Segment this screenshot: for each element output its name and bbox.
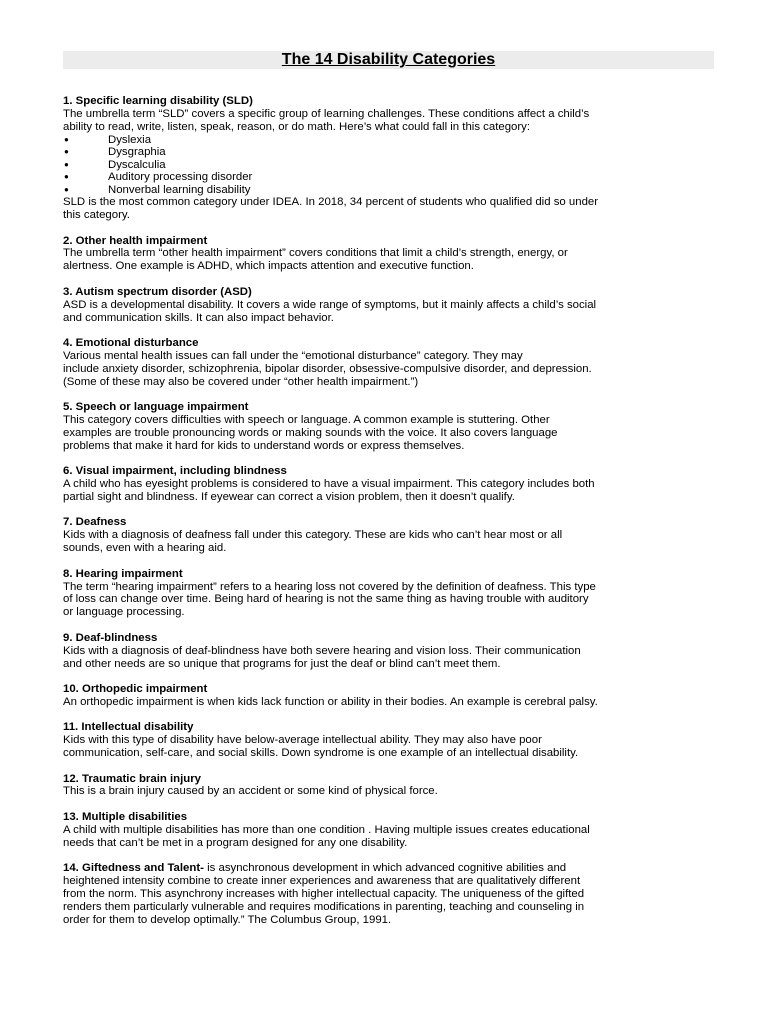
section-9 — [63, 632, 714, 671]
section-body: Various mental health issues can fall under the “emotional disturbance” category. They may include anxiety disorder, schizophrenia, bipolar disorder, obsessive-compulsive disorder, and depression. (Some of these may also be covered under “other health impairment.”) — [63, 349, 592, 388]
section-heading: 6. Visual impairment, including blindness — [63, 465, 287, 478]
list-item: ● Dyslexia — [64, 133, 152, 146]
section-body: An orthopedic impairment is when kids lack function or ability in their bodies. An example is cerebral palsy. — [63, 695, 598, 708]
bullet-icon: ● — [64, 184, 69, 194]
section-body: The umbrella term “SLD” covers a specific group of learning challenges. These conditions affect a child’s ability to read, write, listen, speak, reason, or do math. Here’s what could fall in this category: — [63, 107, 590, 133]
list-item: ● Dyscalculia — [64, 158, 166, 171]
section-inline-text: is asynchronous development in which advanced cognitive abilities and heightened intensity combine to create inner experiences and awareness that are qualitatively different from the norm. This asynchrony increases with higher intellectual capacity. The uniqueness of the gifted renders them particularly vulnerable and requires modifications in parenting, teaching and counseling in order for them to develop optimally.” The Columbus Group, 1991. — [63, 862, 585, 926]
section-body: This is a brain injury caused by an accident or some kind of physical force. — [63, 785, 438, 798]
section-4 — [63, 337, 714, 389]
section-heading: 14. Giftedness and Talent- — [63, 862, 204, 875]
section-heading: 13. Multiple disabilities — [63, 810, 188, 823]
section-heading: 2. Other health impairment — [63, 234, 208, 247]
section-1 — [63, 95, 714, 222]
bullet-icon: ● — [64, 134, 69, 144]
section-12 — [63, 773, 714, 799]
bullet-icon: ● — [64, 172, 69, 182]
section-body: Kids with a diagnosis of deaf-blindness have both severe hearing and vision loss. Their communication and other needs are so unique that programs for just the deaf or blind can’t meet them. — [63, 644, 581, 670]
section-body-continued: SLD is the most common category under IDEA. In 2018, 34 percent of students who qualified did so under this category. — [63, 196, 599, 222]
list-item: ● Nonverbal learning disability — [64, 183, 251, 196]
section-body — [63, 862, 714, 927]
section-heading: 1. Specific learning disability (SLD) — [63, 95, 253, 107]
section-body: Kids with this type of disability have below-average intellectual ability. They may also have poor communication, self-care, and social skills. Down syndrome is one example of an intellectual disability. — [63, 734, 579, 760]
section-heading: 4. Emotional disturbance — [63, 336, 199, 349]
list-item: ● Auditory processing disorder — [64, 171, 253, 184]
section-body: A child who has eyesight problems is considered to have a visual impairment. This category includes both partial sight and blindness. If eyewear can correct a vision problem, then it doesn’t qualify. — [63, 478, 595, 504]
section-heading: 7. Deafness — [63, 516, 127, 529]
title-bar — [63, 51, 714, 69]
section-heading: 10. Orthopedic impairment — [63, 683, 208, 695]
bullet-icon: ● — [64, 147, 69, 157]
section-10 — [63, 683, 714, 709]
section-11 — [63, 721, 714, 760]
section-body: Kids with a diagnosis of deafness fall under this category. These are kids who can’t hear most or all sounds, even with a hearing aid. — [63, 529, 563, 555]
section-heading: 11. Intellectual disability — [63, 721, 194, 734]
section-13 — [63, 811, 714, 850]
bullet-list — [63, 134, 714, 197]
section-body: This category covers difficulties with speech or language. A common example is stuttering. Other examples are trouble pronouncing words or making sounds with the voice. It also covers language problems that make it hard for kids to understand words or express themselves. — [63, 414, 558, 452]
section-body: The term “hearing impairment” refers to a hearing loss not covered by the definition of deafness. This type of loss can change over time. Being hard of hearing is not the same thing as having trouble with auditory or language processing. — [63, 580, 596, 619]
bullet-icon: ● — [64, 159, 69, 169]
document-title: The 14 Disability Categories — [281, 51, 496, 68]
section-body: The umbrella term “other health impairment” covers conditions that limit a child’s strength, energy, or alertness. One example is ADHD, which impacts attention and executive function. — [63, 247, 568, 273]
document-page — [63, 51, 714, 939]
section-6 — [63, 465, 714, 504]
section-body: ASD is a developmental disability. It covers a wide range of symptoms, but it mainly affects a child’s social and communication skills. It can also impact behavior. — [63, 298, 597, 324]
section-body: A child with multiple disabilities has more than one condition . Having multiple issues creates educational needs that can’t be met in a program designed for any one disability. — [63, 823, 590, 849]
section-2 — [63, 235, 714, 274]
section-heading: 3. Autism spectrum disorder (ASD) — [63, 285, 252, 298]
section-heading: 8. Hearing impairment — [63, 567, 183, 580]
section-3 — [63, 286, 714, 325]
list-item: ● Dysgraphia — [64, 146, 166, 159]
section-5 — [63, 401, 714, 453]
section-8 — [63, 568, 714, 620]
section-heading: 5. Speech or language impairment — [63, 401, 249, 414]
section-7 — [63, 516, 714, 555]
section-14 — [63, 862, 714, 927]
section-heading: 12. Traumatic brain injury — [63, 772, 201, 785]
section-heading: 9. Deaf-blindness — [63, 631, 158, 644]
